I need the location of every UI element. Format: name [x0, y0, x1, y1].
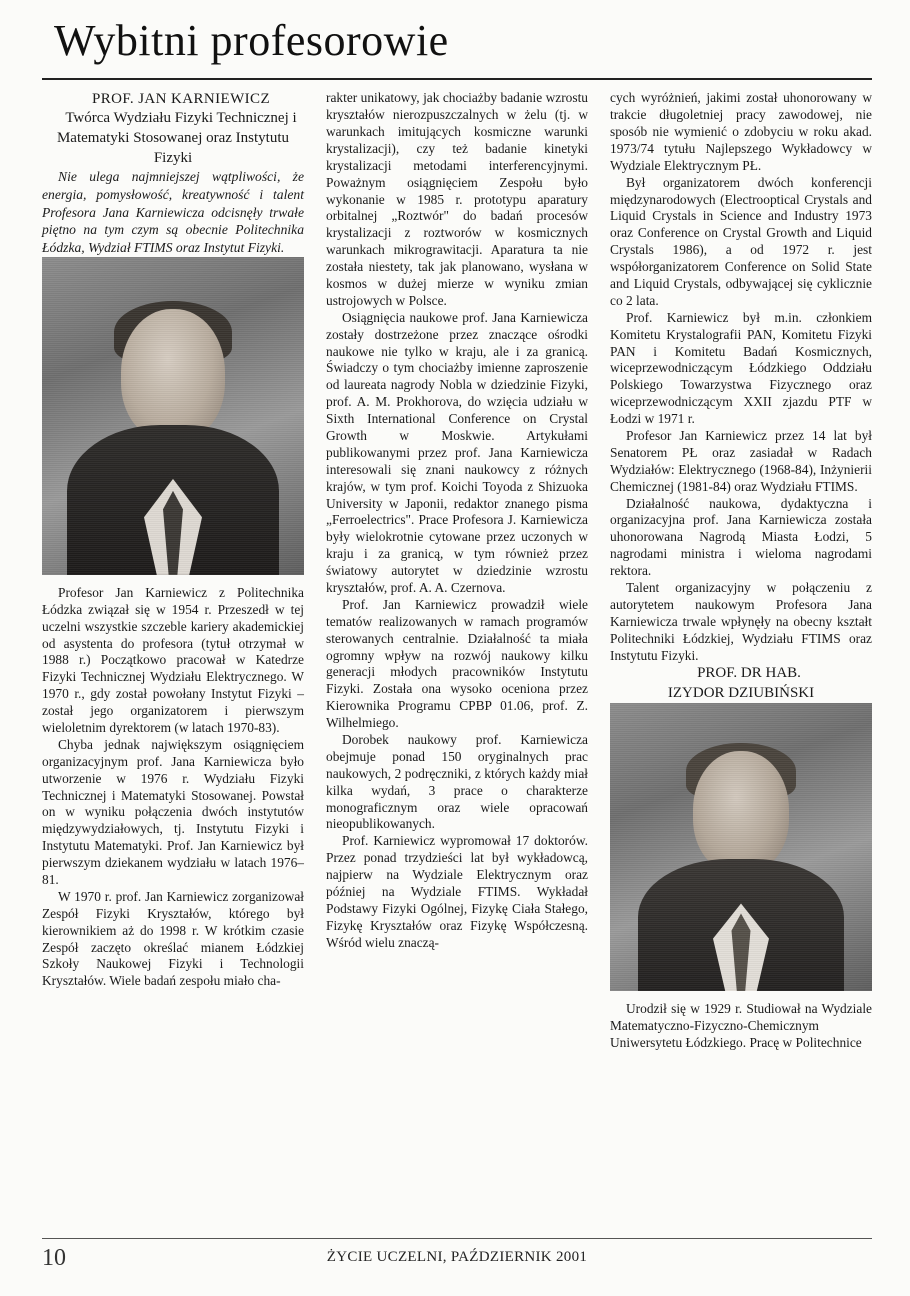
page-number: 10 — [42, 1245, 66, 1271]
column-three — [610, 90, 872, 1052]
article2-byline — [610, 664, 872, 703]
body-paragraph: Profesor Jan Karniewicz z Politechnika Łódzka związał się w 1954 r. Przeszedł w tej uczelni wszystkie szczeble kariery akademickiej od asystenta do profesora (tytuł otrzymał w 1988 r.) Początkowo pracował w Katedrze Fizyki Technicznej Wydziału Elektrycznego. W 1970 r., gdy został powołany Instytut Fizyki – został jego organizatorem i pierwszym wieloletnim dyrektorem (w latach 1970-83). — [42, 584, 304, 735]
portrait-head — [693, 751, 789, 873]
body-paragraph: Profesor Jan Karniewicz przez 14 lat był Senatorem PŁ oraz zasiadał w Radach Wydziałów: Elektrycznego (1968-84), Inżynierii Chemicznej (1981-84) oraz Wydziału FTIMS. — [610, 428, 872, 494]
body-paragraph: Prof. Karniewicz wypromował 17 doktorów. Przez ponad trzydzieści lat był wykładowcą, najpierw na Wydziale Elektrycznym oraz później na Wydziale FTIMS. Wykładał Podstawy Fizyki Ogólnej, Fizykę Ciała Stałego, Fizykę Kryształów oraz Fizykę Współczesną. Wśród wielu znaczą- — [326, 833, 588, 950]
article-subtitle: Twórca Wydziału Fizyki Technicznej i Matematyki Stosowanej oraz Instytutu Fizyki — [56, 110, 297, 166]
article-kicker: PROF. JAN KARNIEWICZ — [91, 91, 271, 108]
footer-row — [42, 1245, 872, 1279]
body-paragraph: Dorobek naukowy prof. Karniewicza obejmuje ponad 150 oryginalnych prac naukowych, 2 podręczniki, z których każdy miał kilka wydań, 3 prace o charakterze monograficznym oraz wiele opracowań nieopublikowanych. — [326, 732, 588, 832]
portrait-photo-karniewicz — [42, 257, 304, 575]
body-paragraph: Osiągnięcia naukowe prof. Jana Karniewicza zostały dostrzeżone przez znaczące ośrodki naukowe nie tylko w kraju, ale i za granicą. Świadczy o tym chociażby imienne zaproszenie od laureata nagrody Nobla w dziedzinie Fizyki, prof. A. M. Prokhorova, do wzięcia udziału w Sixth International Conference on Crystal Growth w Moskwie. Artykułami publikowanymi przez prof. Jana Karniewicza interesowali się znani naukowcy z różnych krajów, w tym prof. Koichi Toyoda z Shizuoka University w Japonii, redaktor znanego pisma „Ferroelectrics". Prace Profesora J. Karniewicza były wielokrotnie cytowane przez uczonych w kraju i za granicą, w tym również przez światowy autorytet w dziedzinie wzrostu kryształów, prof. A. A. Czernova. — [326, 309, 588, 596]
page-content — [42, 14, 872, 1259]
portrait-photo-dziubinski — [610, 703, 872, 991]
body-paragraph: Urodził się w 1929 r. Studiował na Wydziale Matematyczno-Fizyczno-Chemicznym Uniwersytetu Łódzkiego. Pracę w Politechnice — [610, 1001, 872, 1051]
portrait-head — [121, 309, 225, 441]
body-paragraph: Prof. Karniewicz był m.in. członkiem Komitetu Krystalografii PAN, Komitetu Fizyki PAN i Komitetu Badań Kosmicznych, wiceprzewodniczącym Łódzkiego Oddziału Polskiego Towarzystwa Fizycznego oraz wiceprzewodniczącym XXII zjazdu PTF w Łodzi w 1971 r. — [610, 309, 872, 427]
article2-byline-line1: PROF. DR HAB. — [697, 665, 801, 682]
body-paragraph: cych wyróżnień, jakimi został uhonorowany w trakcie długoletniej pracy zawodowej, nie sposób nie wymienić o zdobyciu w roku akad. 1973/74 tytułu Najlepszego Wykładowcy w Wydziale Elektrycznym PŁ. — [610, 90, 872, 173]
article-lead: Nie ulega najmniejszej wątpliwości, że energia, pomysłowość, kreatywność i talent Profesora Jana Karniewicza odcisnęły trwałe piętno na tym czym są obecnie Politechnika Łódzka, Wydział FTIMS oraz Instytut Fizyki. — [42, 169, 304, 256]
body-paragraph: Był organizatorem dwóch konferencji międzynarodowych (Electrooptical Crystals and Liquid Crystals in Science and Industry 1973 oraz Conference on Crystal Growth and Liquid Crystals 1986), a od 1972 r. jest współorganizatorem Conference on Solid State and Liquid Crystals, odbywającej się cyklicznie co 2 lata. — [610, 174, 872, 308]
column-one — [42, 90, 304, 1052]
page-footer — [42, 1238, 872, 1284]
body-paragraph: Działalność naukowa, dydaktyczna i organizacyjna prof. Jana Karniewicza została uhonorowana Nagrodą Miasta Łodzi, 5 nagrodami ministra i wieloma nagrodami rektora. — [610, 495, 872, 579]
footer-divider — [42, 1238, 872, 1239]
body-paragraph: Chyba jednak największym osiągnięciem organizacyjnym prof. Jana Karniewicza było utworzenie w 1976 r. Wydziału Fizyki Technicznej i Matematyki Stosowanej. Powstał on w wyniku połączenia dwóch instytutów międzywydziałowych, tj. Instytutu Fizyki i Instytutu Matematyki. Prof. Jan Karniewicz był pierwszym dziekanem wydziału w latach 1976–81. — [42, 736, 304, 887]
page-title: Wybitni profesorowie — [54, 16, 449, 65]
article2-byline-line2: IZYDOR DZIUBIŃSKI — [667, 684, 815, 701]
body-paragraph: rakter unikatowy, jak chociażby badanie wzrostu kryształów nierozpuszczalnych w żelu (tj. w warunkach imitujących kosmiczne warunki krystalizacji), czy też badanie kinetyki krystalizacji metodami interferencyjnymi. Poważnym osiągnięciem Zespołu było wykonanie w 1985 r. prototypu aparatury orbitalnej „Roztwór" do badań procesów krystalizacji z roztworów w kosmicznych warunkach mikrograwitacji. Aparatura ta nie została niestety, tak jak planowano, wysłana w kosmos w dużej mierze w wyniku zmian ustrojowych w Polsce. — [326, 90, 588, 308]
column-two — [326, 90, 588, 1052]
body-paragraph: Talent organizacyjny w połączeniu z autorytetem naukowym Profesora Jana Karniewicza trwale wpłynęły na obecny kształt Politechniki Łódzkiej, Wydziału FTIMS oraz Instytutu Fizyki. — [610, 580, 872, 663]
footer-publication-line: ŻYCIE UCZELNI, PAŹDZIERNIK 2001 — [326, 1249, 588, 1265]
title-divider — [42, 78, 872, 80]
body-paragraph: W 1970 r. prof. Jan Karniewicz zorganizował Zespół Fizyki Kryształów, którego był kierownikiem aż do 1998 r. W krótkim czasie Zespół zaczęto określać mianem Łódzkiej Szkoły Naukowej Fizyki i Technologii Kryształów. Wiele badań zespołu miało cha- — [42, 888, 304, 989]
body-paragraph: Prof. Jan Karniewicz prowadził wiele tematów realizowanych w ramach programów sterowanych centralnie. Działalność ta miała ogromny wpływ na rozwój naukowy kilku generacji młodych pracowników Instytutu Fizyki. Została ona wysoko oceniona przez Kierownika Programu CPBP 01.06, prof. Z. Wilhelmiego. — [326, 596, 588, 731]
three-column-layout — [42, 90, 872, 1052]
